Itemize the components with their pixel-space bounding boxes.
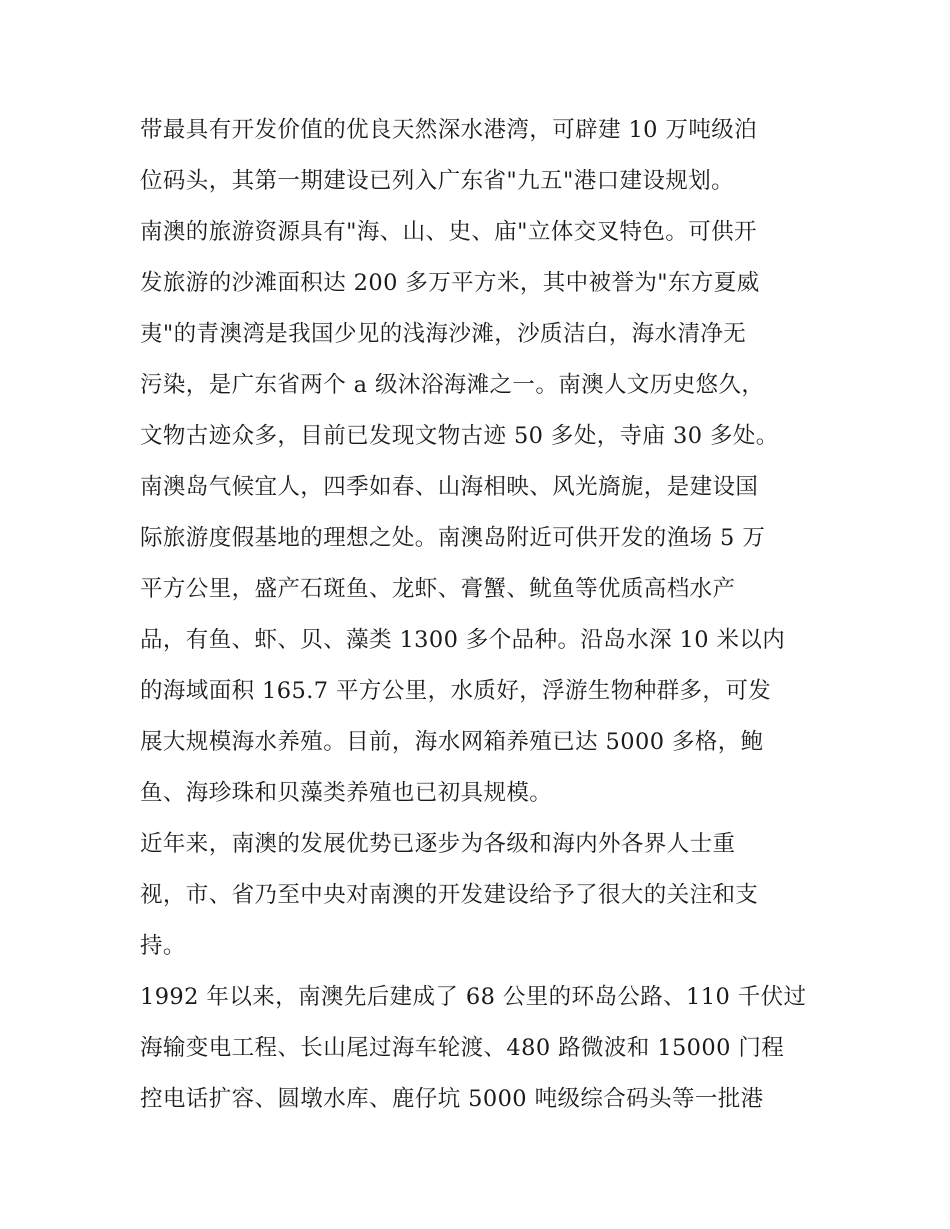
text-line: 位码头，其第一期建设已列入广东省"九五"港口建设规划。 — [140, 168, 734, 194]
text-line: 控电话扩容、圆墩水库、鹿仔坑 5000 吨级综合码头等一批港 — [140, 1086, 764, 1112]
text-line: 鱼、海珍珠和贝藻类养殖也已初具规模。 — [140, 780, 553, 806]
text-line: 文物古迹众多，目前已发现文物古迹 50 多处，寺庙 30 多处。 — [140, 423, 779, 449]
text-line: 污染，是广东省两个 a 级沐浴海滩之一。南澳人文历史悠久， — [140, 372, 765, 398]
text-line: 带最具有开发价值的优良天然深水港湾，可辟建 10 万吨级泊 — [140, 117, 758, 143]
document-body — [140, 110, 820, 1130]
text-line: 南澳岛气候宜人，四季如春、山海相映、风光旖旎，是建设国 — [140, 474, 759, 500]
text-line: 近年来，南澳的发展优势已逐步为各级和海内外各界人士重 — [140, 831, 736, 857]
text-line: 夷"的青澳湾是我国少见的浅海沙滩，沙质洁白，海水清净无 — [140, 321, 747, 347]
text-line: 品，有鱼、虾、贝、藻类 1300 多个品种。沿岛水深 10 米以内 — [140, 627, 786, 653]
text-line: 发旅游的沙滩面积达 200 多万平方米，其中被誉为"东方夏威 — [140, 270, 760, 296]
text-line: 的海域面积 165.7 平方公里，水质好，浮游生物种群多，可发 — [140, 678, 772, 704]
text-line: 1992 年以来，南澳先后建成了 68 公里的环岛公路、110 千伏过 — [140, 984, 807, 1010]
text-line: 展大规模海水养殖。目前，海水网箱养殖已达 5000 多格，鲍 — [140, 729, 764, 755]
text-line: 平方公里，盛产石斑鱼、龙虾、膏蟹、鱿鱼等优质高档水产 — [140, 576, 736, 602]
text-line: 际旅游度假基地的理想之处。南澳岛附近可供开发的渔场 5 万 — [140, 525, 766, 551]
text-line: 海输变电工程、长山尾过海车轮渡、480 路微波和 15000 门程 — [140, 1035, 785, 1061]
text-line: 持。 — [140, 933, 186, 959]
text-line: 视，市、省乃至中央对南澳的开发建设给予了很大的关注和支 — [140, 882, 759, 908]
text-line: 南澳的旅游资源具有"海、山、史、庙"立体交叉特色。可供开 — [140, 219, 757, 245]
